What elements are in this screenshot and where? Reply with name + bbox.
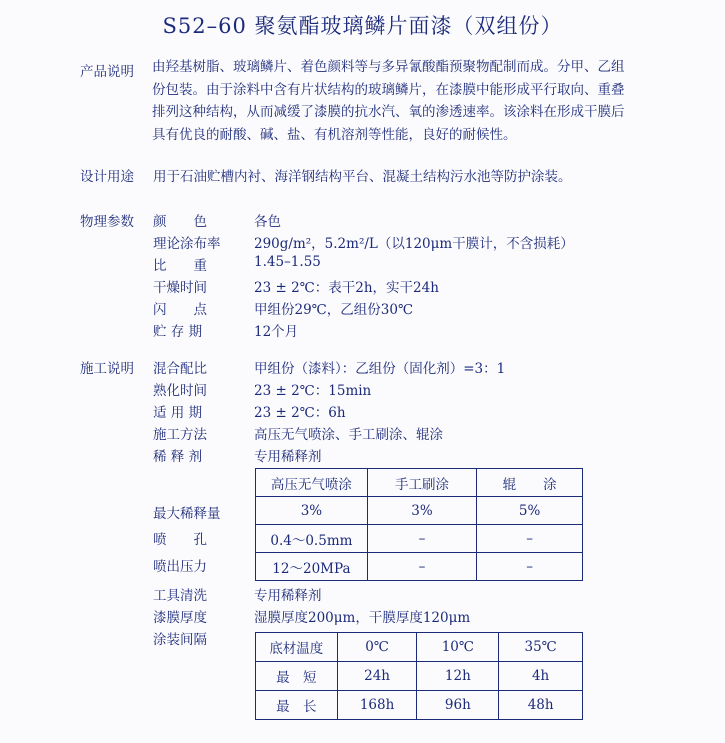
table-cell: 4h: [499, 662, 583, 691]
table-header-cell: 0℃: [337, 633, 417, 662]
table-header-cell: 底材温度: [256, 633, 338, 662]
product-line: 份包装。由于涂料中含有片状结构的玻璃鳞片，在漆膜中能形成平行取向、重叠: [152, 81, 625, 98]
application-value: 高压无气喷涂、手工刷涂、辊涂: [254, 427, 443, 443]
table-row: [256, 662, 583, 691]
table-cell: –: [367, 553, 476, 581]
product-label: 产品说明: [80, 64, 134, 80]
physical-value: 290g/m²，5.2m²/L（以120μm干膜计，不含损耗）: [254, 236, 574, 252]
application-value: 甲组份（漆料）：乙组份（固化剂）=3：1: [254, 361, 506, 377]
table-row-label: 最 短: [256, 662, 338, 691]
dilution-row-label: 喷 孔: [153, 532, 207, 548]
application-key: 工具清洗: [153, 588, 207, 604]
application-key: 适 用 期: [153, 405, 203, 421]
product-line: 由羟基树脂、玻璃鳞片、着色颜料等与多异氰酸酯预聚物配制而成。分甲、乙组: [152, 59, 625, 75]
table-row: [256, 497, 583, 525]
physical-value: 各色: [254, 214, 281, 230]
application-key: 稀 释 剂: [153, 449, 203, 465]
design-label: 设计用途: [80, 169, 134, 185]
physical-value: 甲组份29℃，乙组份30℃: [254, 302, 414, 318]
document-title: S52–60 聚氨酯玻璃鳞片面漆（双组份）: [162, 14, 563, 38]
table-row: [256, 525, 583, 553]
table-header-cell: 辊 涂: [477, 469, 583, 497]
application-value: 专用稀释剂: [254, 588, 322, 604]
table-row: [256, 553, 583, 581]
application-key: 熟化时间: [153, 383, 207, 399]
dilution-row-label: 最大稀释量: [153, 506, 221, 522]
table-cell: 3%: [256, 497, 368, 525]
table-cell: 168h: [337, 691, 417, 720]
application-key: 涂装间隔: [153, 632, 207, 648]
table-cell: 96h: [417, 691, 499, 720]
physical-value: 1.45–1.55: [254, 254, 321, 270]
table-cell: 48h: [499, 691, 583, 720]
application-key: 漆膜厚度: [153, 610, 207, 626]
design-text: 用于石油贮槽内衬、海洋钢结构平台、混凝土结构污水池等防护涂装。: [153, 169, 572, 185]
table-cell: 0.4～0.5mm: [256, 525, 368, 553]
table-cell: –: [367, 525, 476, 553]
table-header-row: [256, 469, 583, 497]
table-header-cell: 高压无气喷涂: [256, 469, 368, 497]
physical-key: 比 重: [153, 258, 207, 274]
table-cell: 24h: [337, 662, 417, 691]
table-cell: –: [477, 525, 583, 553]
product-description: [152, 56, 657, 146]
application-value: 湿膜厚度200μm，干膜厚度120μm: [254, 610, 471, 626]
table-cell: 3%: [367, 497, 476, 525]
table-header-cell: 35℃: [499, 633, 583, 662]
application-label: 施工说明: [80, 361, 134, 377]
application-value: 专用稀释剂: [254, 449, 322, 465]
product-line: 具有优良的耐酸、碱、盐、有机溶剂等性能，良好的耐候性。: [152, 126, 517, 143]
dilution-table: [255, 468, 583, 581]
application-key: 施工方法: [153, 427, 207, 443]
table-cell: –: [477, 553, 583, 581]
application-value: 23 ± 2℃：15min: [254, 383, 372, 399]
physical-label: 物理参数: [80, 214, 134, 230]
application-key: 混合配比: [153, 361, 207, 377]
table-row-label: 最 长: [256, 691, 338, 720]
interval-table: [255, 632, 583, 720]
table-header-cell: 手工刷涂: [367, 469, 476, 497]
table-header-cell: 10℃: [417, 633, 499, 662]
physical-key: 颜 色: [153, 214, 207, 230]
table-cell: 5%: [477, 497, 583, 525]
table-cell: 12h: [417, 662, 499, 691]
physical-key: 理论涂布率: [153, 236, 221, 252]
physical-key: 贮 存 期: [153, 324, 203, 340]
table-header-row: [256, 633, 583, 662]
physical-key: 干燥时间: [153, 280, 207, 296]
dilution-row-label: 喷出压力: [153, 559, 207, 575]
product-line: 排列这种结构，从而减缓了漆膜的抗水汽、氧的渗透速率。该涂料在形成干膜后: [152, 104, 625, 120]
table-row: [256, 691, 583, 720]
physical-value: 23 ± 2℃：表干2h，实干24h: [254, 280, 439, 296]
application-value: 23 ± 2℃：6h: [254, 405, 346, 421]
physical-value: 12个月: [254, 324, 299, 340]
physical-key: 闪 点: [153, 302, 207, 318]
table-cell: 12～20MPa: [256, 553, 368, 581]
